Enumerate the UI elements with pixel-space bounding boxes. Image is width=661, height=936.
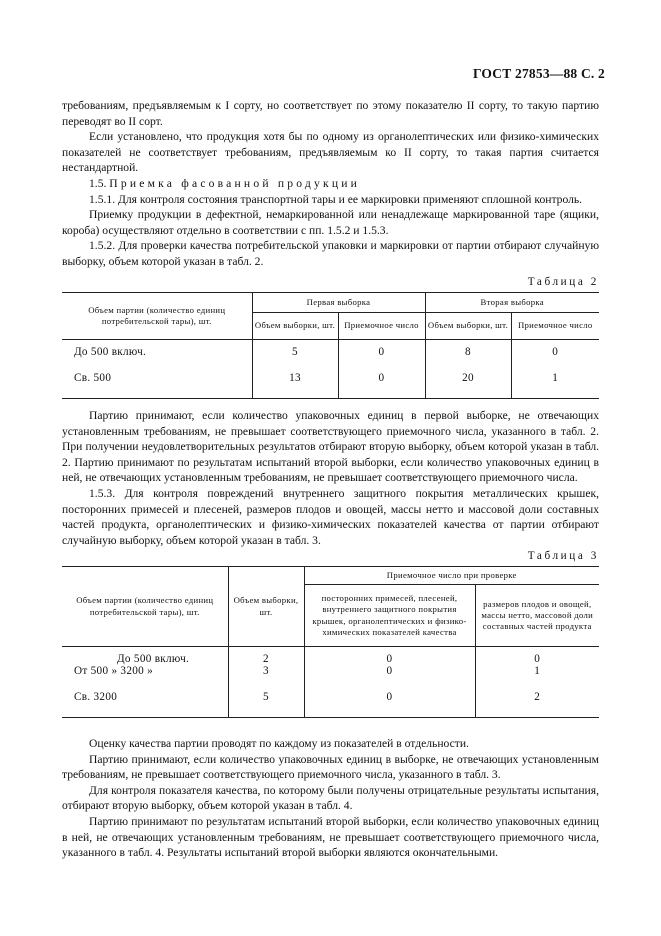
table2-header-second: Вторая выборка xyxy=(425,293,599,313)
table-row: Св. 3200 5 0 2 xyxy=(62,677,599,717)
table-row: От 500 » 3200 » 3 0 1 xyxy=(62,665,599,677)
table-row: До 500 включ. 5 0 8 0 xyxy=(62,340,599,359)
paragraph: требованиям, предъявляемым к I сорту, но соответствует по этому показателю II сорту, то такую партию переводят во II сорт. xyxy=(62,99,599,128)
table2-header-vol2: Объем выборки, шт. xyxy=(425,313,511,340)
section-number: 1.5. xyxy=(89,176,107,190)
paragraph: Партию принимают, если количество упаковочных единиц в выборке, не отвечающих установленным требованиям, не превышает соответствующего приемочного числа, указанного в табл. 3. xyxy=(62,752,599,782)
table2-header-acc2: Приемочное число xyxy=(511,313,599,340)
paragraph: Оценку качества партии проводят по каждому из показателей в отдельности. xyxy=(89,737,469,750)
text-block-top xyxy=(62,98,599,270)
table2-header-col1: Объем партии (количество единиц потребительской тары), шт. xyxy=(62,293,252,340)
paragraph: Приемку продукции в дефектной, немаркированной или ненадлежаще маркированной таре (ящики, короба) осуществляют отдельно в соответствии с пп. 1.5.2 и 1.5.3. xyxy=(62,208,599,237)
table2-header-vol1: Объем выборки, шт. xyxy=(252,313,338,340)
table3-header-sub1: посторонних примесей, плесеней, внутреннего защитного покрытия крышек, органолептических и физико-химических показателей качества xyxy=(304,585,475,647)
paragraph: Если установлено, что продукция хотя бы по одному из органолептических или физико-химических показателей не соответствует требованиям, предъявляемым ко II сорту, то такая партия считается нестандартной. xyxy=(62,130,599,175)
table3-header-col1: Объем партии (количество единиц потребительской тары), шт. xyxy=(62,567,228,647)
text-block-middle xyxy=(62,408,599,548)
section-heading xyxy=(62,176,599,192)
table3-header-col2: Объем выборки, шт. xyxy=(228,567,304,647)
paragraph: Партию принимают по результатам испытаний второй выборки, если количество упаковочных единиц в ней, не отвечающих установленным требованиям, не превышает соответствующего приемочного числа, указанного в табл. 4. Результаты испытаний второй выборки являются окончательными. xyxy=(62,814,599,860)
table3 xyxy=(62,566,599,718)
table3-caption: Таблица 3 xyxy=(527,550,599,562)
table3-header-group: Приемочное число при проверке xyxy=(304,567,599,585)
text-block-bottom xyxy=(62,736,599,861)
table-row: Св. 500 13 0 20 1 xyxy=(62,358,599,398)
paragraph: 1.5.1. Для контроля состояния транспортной тары и ее маркировки применяют сплошной контроль. xyxy=(89,192,583,206)
table2-caption: Таблица 2 xyxy=(527,276,599,288)
table3-header-sub2: размеров плодов и овощей, массы нетто, массовой доли составных частей продукта xyxy=(475,585,599,647)
paragraph: 1.5.2. Для проверки качества потребительской упаковки и маркировки от партии отбирают случайную выборку, объем которой указан в табл. 2. xyxy=(62,239,599,268)
paragraph: Партию принимают, если количество упаковочных единиц в первой выборке, не отвечающих установленным требованиям, не превышает соответствующего приемочного числа, указанного в табл. 2. При получении неудовлетворительных результатов отбирают вторую выборку, объем которой указан в табл. 2. Партию принимают по результатам испытаний второй выборки, если количество упаковочных единиц в ней, не отвечающих установленным требованиям, не превышает соответствующего приемочного числа. xyxy=(62,409,599,485)
table2 xyxy=(62,292,599,399)
section-title: Приемка фасованной продукции xyxy=(109,176,361,190)
table2-header-acc1: Приемочное число xyxy=(338,313,425,340)
page-header: ГОСТ 27853—88 С. 2 xyxy=(472,66,605,81)
table-row: До 500 включ. 2 0 0 xyxy=(62,647,599,666)
table2-header-first: Первая выборка xyxy=(252,293,425,313)
paragraph: 1.5.3. Для контроля повреждений внутреннего защитного покрытия металлических крышек, посторонних примесей и плесеней, размеров плодов и овощей, массы нетто и массовой доли составных частей продукта, органолептических и физико-химических показателей качества от партии отбирают случайную выборку, объем которой указан в табл. 3. xyxy=(62,486,599,547)
paragraph: Для контроля показателя качества, по которому были получены отрицательные результаты испытания, отбирают вторую выборку, объем которой указан в табл. 4. xyxy=(62,783,599,813)
